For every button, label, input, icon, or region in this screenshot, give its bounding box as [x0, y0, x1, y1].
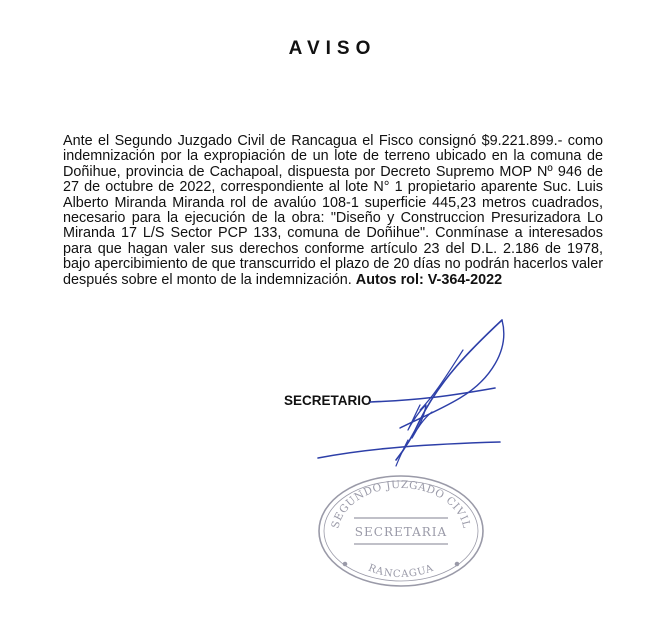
signatory-title: SECRETARIO: [284, 393, 372, 408]
handwritten-signature: [300, 310, 530, 470]
case-reference: Autos rol: V-364-2022: [355, 271, 503, 288]
notice-body-text: Ante el Segundo Juzgado Civil de Rancagua el Fisco consignó $9.221.899.- como indemnización por la expropiación de un lote de terreno ubicado en la comuna de Doñihue, provincia de Cachapoal, dispuesta por Decreto Supremo MOP Nº 946 de 27 de octubre de 2022, correspondiente al lote N° 1 propietario aparente Suc. Luis Alberto Miranda Miranda rol de avalúo 108-1 superficie 445,23 metros cuadrados, necesario para la ejecución de la obra: "Diseño y Construccion Presurizadora Lo Miranda 17 L/S Sector PCP 133, comuna de Doñihue". Conmínase a interesados para que hagan valer sus derechos conforme artículo 23 del D.L. 2.186 de 1978, bajo apercibimiento de que transcurrido el plazo de 20 días no podrán hacerlos valer después sobre el monto de la indemnización.: [63, 133, 603, 288]
notice-title: AVISO: [288, 38, 377, 59]
court-seal: [316, 472, 486, 590]
seal-center-text: SECRETARIA: [354, 525, 448, 539]
notice-body: [63, 134, 603, 288]
seal-bottom-text: RANCAGUA: [366, 562, 436, 581]
seal-top-text: SEGUNDO JUZGADO CIVIL: [329, 478, 473, 530]
seal-dot-left: [343, 562, 347, 566]
seal-dot-right: [455, 562, 459, 566]
